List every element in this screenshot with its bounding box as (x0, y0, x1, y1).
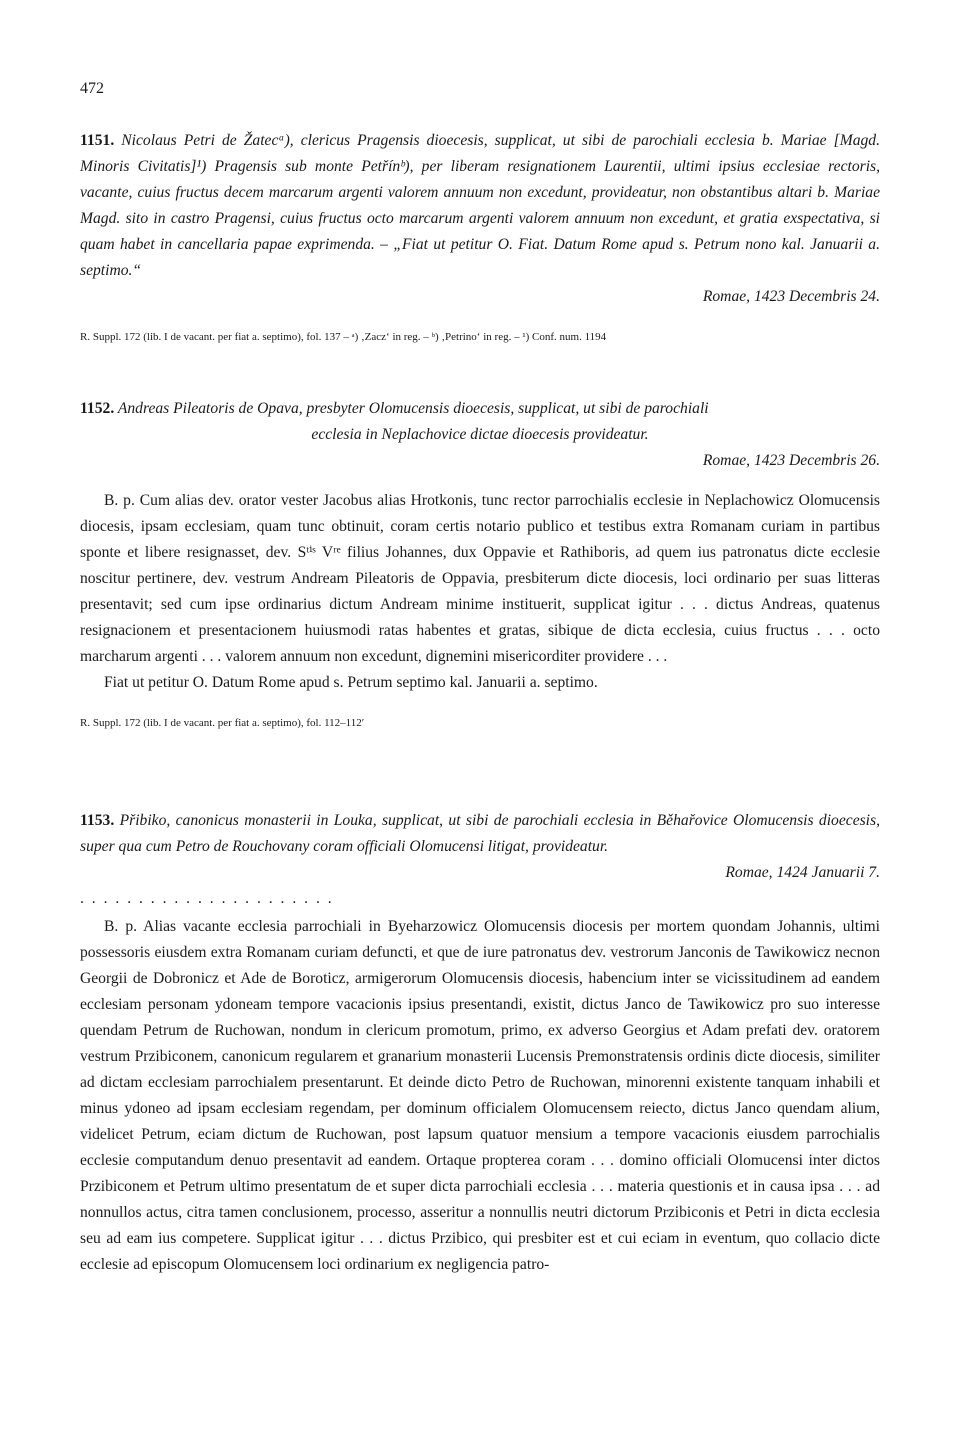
entry-number: 1153. (80, 812, 115, 829)
entry-summary: Andreas Pileatoris de Opava, presbyter Olomucensis dioecesis, supplicat, ut sibi de parochiali (117, 400, 709, 417)
body-paragraph: B. p. Cum alias dev. orator vester Jacobus alias Hrotkonis, tunc rector parrochialis ecclesie in Neplachowicz Olomucensis diocesis, ipsam ecclesiam, quam tunc obtinuit, coram certis notario publico et testibus extra Romanam curiam in partibus sponte et libere resignasset, dev. Sᵗⁱˢ Vʳᵉ filius Johannes, dux Oppavie et Rathiboris, ad quem ius patronatus dicte ecclesie noscitur pertinere, dev. vestrum Andream Pileatoris de Oppavia, presbiterum dicte diocesis, loci ordinario per suas litteras presentavit; sed cum ipse ordinarius dictum Andream minime instituerit, supplicat igitur . . . dictus Andreas, quatenus resignacionem et presentacionem huiusmodi ratas habentes et gratas, sibique de dicta ecclesia, cuius fructus . . . octo marcharum argenti . . . valorem annuum non excedunt, dignemini misericorditer providere . . . (80, 492, 880, 665)
entry-date: Romae, 1424 Januarii 7. (725, 864, 880, 881)
entry-body (80, 914, 880, 1278)
entry-summary-continued: ecclesia in Neplachovice dictae dioecesis provideatur. (311, 426, 649, 443)
entry-header (80, 808, 880, 860)
entry-summary: Přibiko, canonicus monasterii in Louka, supplicat, ut sibi de parochiali ecclesia in Běhařovice Olomucensis dioecesis, super qua cum Petro de Rouchovany coram officiali Olomucensi litigat, provideatur. (80, 812, 880, 855)
entry-summary: Nicolaus Petri de Žatecᵃ), clericus Pragensis dioecesis, supplicat, ut sibi de parochiali ecclesia b. Mariae [Magd. Minoris Civitatis]¹) Pragensis sub monte Petřínᵇ), per liberam resignationem Laurentii, ultimi ipsius ecclesiae rectoris, vacante, cuius fructus decem marcarum argenti valorem annuum non excedunt, provideatur, non obstantibus altari b. Mariae Magd. sito in castro Pragensi, cuius fructus octo marcarum argenti valorem annuum non excedunt, et gratia exspectativa, si quam habet in cancellaria papae exprimenda. – „Fiat ut petitur O. Fiat. Datum Rome apud s. Petrum nono kal. Januarii a. septimo.“ (80, 132, 880, 279)
omission-dots: . . . . . . . . . . . . . . . . . . . . . . (80, 890, 334, 907)
entry-1152 (80, 396, 880, 730)
entry-1153 (80, 808, 880, 1278)
entry-number: 1151. (80, 132, 115, 149)
entry-footnote: R. Suppl. 172 (lib. I de vacant. per fiat a. septimo), fol. 137 – ᵃ) ‚Zacz‘ in reg. – ᵇ) ‚Petrino‘ in reg. – ¹) Conf. num. 1194 (80, 331, 607, 343)
entry-header (80, 396, 880, 448)
page-number: 472 (80, 80, 104, 97)
entry-body (80, 488, 880, 696)
entry-1151 (80, 128, 880, 344)
entry-number: 1152. (80, 400, 115, 417)
body-paragraph: Fiat ut petitur O. Datum Rome apud s. Petrum septimo kal. Januarii a. septimo. (104, 674, 598, 691)
body-paragraph: B. p. Alias vacante ecclesia parrochiali in Byeharzowicz Olomucensis diocesis per mortem quondam Johannis, ultimi possessoris eiusdem extra Romanam curiam defuncti, et que de iure patronatus dev. vestrorum Janconis de Tawikowicz necnon Georgii de Dobronicz et Ade de Boroticz, armigerorum Olomucensis diocesis, habencium inter se vicissitudinem ad eandem ecclesiam personam ydoneam tempore vacacionis ipsius presentandi, existit, dictus Janco de Tawikowicz pro suo interesse quendam Petrum de Ruchowan, nondum in clericum promotum, primo, ex adverso Georgius et Adam prefati dev. oratorem vestrum Przibiconem, canonicum regularem et granarium monasterii Lucensis Premonstratensis ordinis dicte diocesis, similiter ad dictam ecclesiam parrochialem presentarunt. Et deinde dicto Petro de Ruchowan, minorenni existente tanquam inhabili et minus ydoneo ad ipsam ecclesiam regendam, per dominum officialem Olomucensem reiecto, dictus Janco quendam alium, videlicet Petrum, eciam dictum de Ruchowan, post lapsum quatuor mensium a tempore vacacionis eiusdem parrochialis ecclesie computandum denuo presentavit ad eandem. Ortaque propterea coram . . . domino officiali Olomucensi inter dictos Przibiconem et Petrum ultimo presentatum de et super dicta parrochiali ecclesia . . . materia questionis et in causa ipsa . . . ad nonnullos actus, citra tamen conclusionem, processo, asseritur a nonnullis neutri dictorum Przibiconis et Petri in dicta ecclesia seu ad eam ius competere. Supplicat igitur . . . dictus Przibico, qui presbiter est et cui eciam in eventum, quo collacio dicte ecclesie ad episcopum Olomucensem loci ordinarium ex negligencia patro- (80, 918, 880, 1273)
entry-date: Romae, 1423 Decembris 24. (702, 288, 880, 305)
entry-date: Romae, 1423 Decembris 26. (702, 452, 880, 469)
entry-footnote: R. Suppl. 172 (lib. I de vacant. per fiat a. septimo), fol. 112–112′ (80, 717, 365, 729)
entry-header (80, 128, 880, 284)
